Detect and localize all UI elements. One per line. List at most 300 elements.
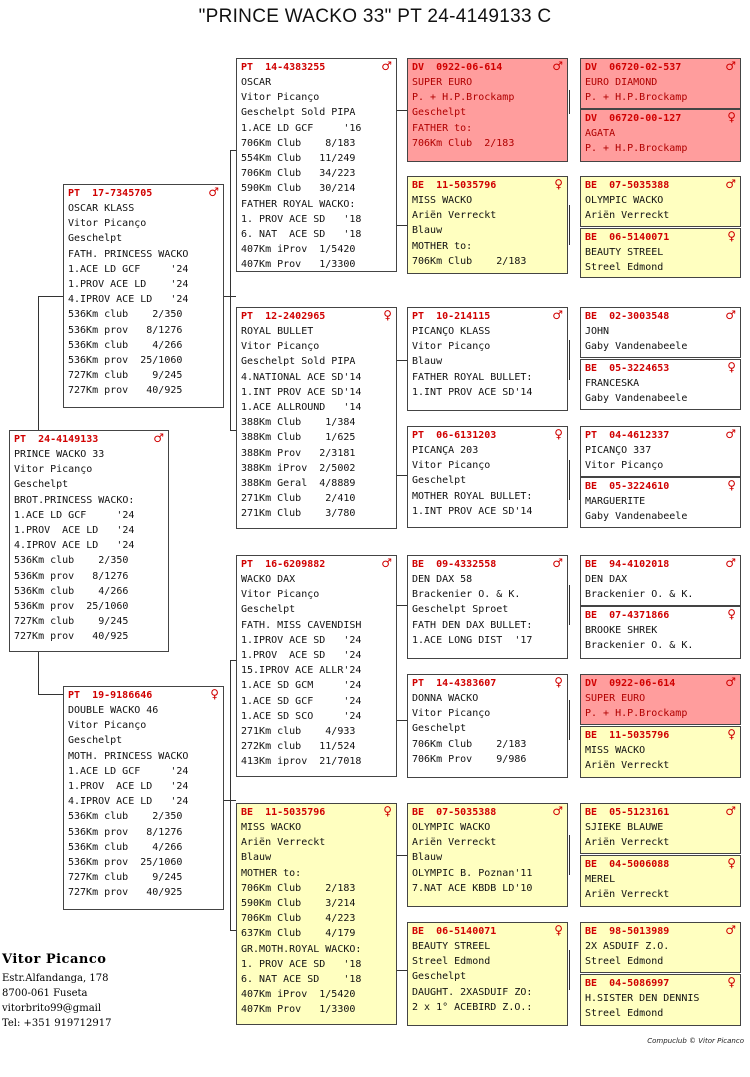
ring-number: PT 12-2402965	[241, 311, 326, 322]
pedigree-line: Vitor Picanço	[14, 464, 93, 476]
paternal-grandmother-card[interactable]	[236, 307, 397, 529]
sex-icon: ♀	[554, 923, 563, 937]
pedigree-line: 727Km prov 40/925	[68, 887, 183, 899]
owner-name: Vitor Picanco	[2, 952, 107, 967]
pedigree-line: MISS WACKO	[241, 822, 302, 833]
pedigree-line: 1.ACE SD GCM '24	[241, 680, 362, 692]
pedigree-line: 15.IPROV ACE ALLR'24	[241, 665, 362, 677]
ring-number: BE 05-3224610	[585, 481, 670, 492]
pedigree-line: JOHN	[585, 326, 610, 337]
ring-header	[412, 805, 563, 820]
pedigree-line: 1.ACE LD GCF '24	[14, 509, 135, 521]
great-grandparent-card[interactable]	[407, 803, 568, 907]
sex-icon: ♂	[725, 556, 736, 570]
pedigree-line: 4.IPROV ACE LD '24	[68, 796, 189, 808]
pedigree-line: 271Km club 4/933	[241, 725, 356, 737]
pedigree-line: MOTHER to:	[241, 867, 302, 879]
pedigree-line: Geschelpt	[68, 735, 123, 747]
connector	[569, 340, 570, 380]
ring-number: BE 07-4371866	[585, 610, 670, 621]
pedigree-line: 407Km Prov 1/3300	[241, 1004, 356, 1016]
ring-number: BE 04-5086997	[585, 978, 670, 989]
pedigree-line: Vitor Picanço	[241, 341, 320, 353]
great-grandparent-card[interactable]	[407, 307, 568, 411]
connector	[38, 694, 63, 695]
pedigree-line: BROT.PRINCESS WACKO:	[14, 494, 135, 506]
ring-number: BE 06-5140071	[585, 232, 670, 243]
gg-grandparent-card[interactable]	[580, 803, 741, 854]
pedigree-line: PRINCE WACKO 33	[14, 449, 105, 460]
ring-number: BE 07-5035388	[585, 180, 670, 191]
pedigree-line: 1.PROV ACE LD '24	[68, 780, 189, 792]
pedigree-line: 706Km Club 2/183	[412, 137, 515, 149]
pedigree-line: 271Km Club 2/410	[241, 493, 356, 505]
sex-icon: ♂	[552, 59, 563, 73]
sex-icon: ♂	[725, 177, 736, 191]
pedigree-line: 388Km Prov 2/3181	[241, 447, 356, 459]
ring-header	[412, 309, 563, 324]
ring-header	[412, 676, 563, 691]
ring-number: PT 14-4383607	[412, 678, 497, 689]
pedigree-line: 706Km Club 2/183	[412, 738, 527, 750]
gg-grandparent-card[interactable]	[580, 228, 741, 278]
gg-grandparent-card[interactable]	[580, 974, 741, 1026]
pedigree-line: 536Km club 2/350	[68, 811, 183, 823]
sex-icon: ♀	[554, 177, 563, 191]
gg-grandparent-card[interactable]	[580, 58, 741, 109]
ring-header	[585, 805, 736, 820]
pedigree-line: 727Km prov 40/925	[14, 631, 129, 643]
pedigree-line: AGATA	[585, 128, 616, 139]
ring-header	[412, 557, 563, 572]
paternal-grandfather-card[interactable]	[236, 58, 397, 272]
ring-header	[241, 309, 392, 324]
ring-header	[68, 186, 219, 201]
owner-email: vitorbrito99@gmail	[2, 1003, 102, 1014]
pedigree-line: 1.ACE SD GCF '24	[241, 695, 362, 707]
pedigree-line: 4.IPROV ACE LD '24	[14, 540, 135, 552]
gg-grandparent-card[interactable]	[580, 555, 741, 606]
pedigree-line: Geschelpt Sold PIPA	[241, 356, 356, 368]
ring-number: PT 19-9186646	[68, 690, 153, 701]
pedigree-line: 1. PROV ACE SD '18	[241, 958, 362, 970]
pedigree-line: Ariën Verreckt	[585, 889, 670, 901]
ring-header	[241, 60, 392, 75]
pedigree-line: Geschelpt	[241, 604, 296, 616]
ring-header	[585, 857, 736, 872]
great-grandparent-card[interactable]	[407, 674, 568, 778]
subject-pigeon-card[interactable]	[9, 430, 169, 652]
ring-number: PT 06-6131203	[412, 430, 497, 441]
pedigree-line: 536Km prov 25/1060	[68, 856, 183, 868]
ring-number: BE 11-5035796	[412, 180, 497, 191]
ring-number: PT 14-4383255	[241, 62, 326, 73]
pedigree-line: Vitor Picanço	[68, 720, 147, 732]
owner-phone: Tel: +351 919712917	[2, 1018, 112, 1029]
gg-grandparent-card[interactable]	[580, 606, 741, 659]
pedigree-line: Gaby Vandenabeele	[585, 341, 688, 353]
pedigree-line: FRANCESKA	[585, 378, 640, 389]
ring-number: BE 05-5123161	[585, 807, 670, 818]
pedigree-line: Geschelpt Sproet	[412, 604, 509, 616]
gg-grandparent-card[interactable]	[580, 477, 741, 528]
pedigree-line: Geschelpt	[412, 723, 467, 735]
connector	[569, 700, 570, 740]
pedigree-line: DAUGHT. 2XASDUIF ZO:	[412, 986, 533, 998]
ring-header	[412, 60, 563, 75]
pedigree-line: MARGUERITE	[585, 496, 646, 507]
pedigree-line: MOTHER to:	[412, 240, 473, 252]
ring-header	[14, 432, 164, 447]
ring-header	[412, 428, 563, 443]
sex-icon: ♀	[383, 804, 392, 818]
great-grandparent-card[interactable]	[407, 176, 568, 274]
pedigree-line: 407Km iProv 1/5420	[241, 244, 356, 256]
ring-header	[585, 309, 736, 324]
ring-number: BE 05-3224653	[585, 363, 670, 374]
great-grandparent-card[interactable]	[407, 58, 568, 162]
pedigree-line: ROYAL BULLET	[241, 326, 314, 337]
sex-icon: ♀	[727, 856, 736, 870]
pedigree-line: 1.ACE LD GCF '16	[241, 122, 362, 134]
pedigree-line: 1.PROV ACE SD '24	[241, 649, 362, 661]
pedigree-line: Brackenier O. & K.	[585, 589, 694, 601]
pedigree-line: Blauw	[412, 852, 443, 864]
ring-header	[585, 60, 736, 75]
pedigree-line: P. + H.P.Brockamp	[585, 143, 688, 155]
connector	[38, 296, 39, 432]
pedigree-line: Gaby Vandenabeele	[585, 393, 688, 405]
ring-number: BE 07-5035388	[412, 807, 497, 818]
great-grandparent-card[interactable]	[407, 555, 568, 659]
pedigree-line: FATH. PRINCESS WACKO	[68, 248, 189, 260]
ring-number: BE 04-5006088	[585, 859, 670, 870]
pedigree-line: MEREL	[585, 874, 616, 885]
pedigree-line: 388Km Club 1/384	[241, 417, 356, 429]
ring-number: PT 10-214115	[412, 311, 491, 322]
sex-icon: ♂	[725, 923, 736, 937]
pedigree-line: Brackenier O. & K.	[412, 589, 521, 601]
pedigree-line: SUPER EURO	[412, 77, 473, 88]
ring-header	[412, 178, 563, 193]
sex-icon: ♂	[381, 59, 392, 73]
pedigree-line: 536Km prov 25/1060	[14, 600, 129, 612]
pedigree-line: 536Km club 4/266	[68, 339, 183, 351]
ring-header	[585, 111, 736, 126]
sex-icon: ♂	[725, 804, 736, 818]
pedigree-line: FATHER ROYAL BULLET:	[412, 371, 533, 383]
pedigree-line: P. + H.P.Brockamp	[585, 92, 688, 104]
connector	[397, 225, 407, 226]
pedigree-line: 271Km Club 3/780	[241, 508, 356, 520]
connector	[38, 652, 39, 694]
connector	[230, 660, 231, 930]
pedigree-line: Vitor Picanço	[412, 708, 491, 720]
ring-header	[585, 728, 736, 743]
pedigree-line: 727Km prov 40/925	[68, 385, 183, 397]
pedigree-line: Ariën Verreckt	[585, 760, 670, 772]
pedigree-line: 7.NAT ACE KBDB LD'10	[412, 882, 533, 894]
pedigree-line: 1. PROV ACE SD '18	[241, 213, 362, 225]
ring-header	[241, 805, 392, 820]
ring-number: PT 04-4612337	[585, 430, 670, 441]
pedigree-line: 536Km prov 25/1060	[68, 354, 183, 366]
pedigree-line: 1.PROV ACE LD '24	[14, 524, 135, 536]
ring-header	[585, 428, 736, 443]
pedigree-line: 1.PROV ACE LD '24	[68, 278, 189, 290]
pedigree-line: 2 x 1° ACEBIRD Z.O.:	[412, 1001, 533, 1013]
ring-header	[585, 608, 736, 623]
gg-grandparent-card[interactable]	[580, 922, 741, 973]
pedigree-line: 536Km club 2/350	[68, 309, 183, 321]
gg-grandparent-card[interactable]	[580, 109, 741, 162]
pedigree-line: 388Km Geral 4/8889	[241, 477, 356, 489]
pedigree-line: Blauw	[412, 356, 443, 368]
pedigree-line: P. + H.P.Brockamp	[585, 708, 688, 720]
connector	[230, 150, 231, 430]
pedigree-line: Blauw	[412, 225, 443, 237]
owner-address: Estr.Alfandanga, 178	[2, 973, 109, 984]
pedigree-line: WACKO DAX	[241, 574, 296, 585]
pedigree-line: FATHER ROYAL WACKO:	[241, 198, 356, 210]
pedigree-line: 388Km Club 1/625	[241, 432, 356, 444]
father-card[interactable]	[63, 184, 224, 408]
connector	[569, 460, 570, 500]
pedigree-line: PICANÇO 337	[585, 445, 652, 456]
sex-icon: ♂	[552, 308, 563, 322]
pedigree-line: Vitor Picanço	[68, 218, 147, 230]
maternal-grandfather-card[interactable]	[236, 555, 397, 777]
pedigree-line: OSCAR	[241, 77, 272, 88]
pedigree-line: 727Km club 9/245	[68, 370, 183, 382]
sex-icon: ♂	[153, 431, 164, 445]
pedigree-line: 1.INT PROV ACE SD'14	[412, 505, 533, 517]
pedigree-line: 407Km Prov 1/3300	[241, 259, 356, 271]
pedigree-line: EURO DIAMOND	[585, 77, 658, 88]
ring-number: DV 06720-00-127	[585, 113, 682, 124]
sex-icon: ♀	[727, 229, 736, 243]
pedigree-line: SJIEKE BLAUWE	[585, 822, 664, 833]
ring-number: BE 11-5035796	[241, 807, 326, 818]
ring-number: DV 0922-06-614	[585, 678, 676, 689]
ring-number: PT 17-7345705	[68, 188, 153, 199]
sex-icon: ♀	[554, 675, 563, 689]
ring-header	[585, 230, 736, 245]
pedigree-line: 1.ACE ALLROUND '14	[241, 401, 362, 413]
sex-icon: ♂	[208, 185, 219, 199]
pedigree-line: 6. NAT ACE SD '18	[241, 973, 362, 985]
gg-grandparent-card[interactable]	[580, 674, 741, 725]
pedigree-line: 1.ACE LD GCF '24	[68, 765, 189, 777]
pedigree-line: Vitor Picanço	[241, 589, 320, 601]
connector	[397, 605, 407, 606]
mother-card[interactable]	[63, 686, 224, 910]
sex-icon: ♂	[725, 427, 736, 441]
pedigree-line: 554Km Club 11/249	[241, 152, 356, 164]
pedigree-line: Ariën Verreckt	[585, 210, 670, 222]
pedigree-line: BEAUTY STREEL	[585, 247, 664, 258]
pedigree-line: MISS WACKO	[585, 745, 646, 756]
pedigree-line: 706Km Club 2/183	[412, 255, 527, 267]
pedigree-line: MISS WACKO	[412, 195, 473, 206]
pedigree-line: FATHER to:	[412, 122, 473, 134]
connector	[569, 835, 570, 875]
sex-icon: ♂	[725, 308, 736, 322]
ring-header	[68, 688, 219, 703]
pedigree-line: 706Km Club 4/223	[241, 913, 356, 925]
pedigree-line: 706Km Club 8/183	[241, 137, 356, 149]
pedigree-line: 272Km club 11/524	[241, 741, 356, 753]
pedigree-line: 706Km Club 2/183	[241, 882, 356, 894]
owner-postal: 8700-061 Fuseta	[2, 988, 88, 999]
pedigree-line: Ariën Verreckt	[412, 837, 497, 849]
pedigree-line: Blauw	[241, 852, 272, 864]
maternal-grandmother-card[interactable]	[236, 803, 397, 1025]
pedigree-line: OSCAR KLASS	[68, 203, 135, 214]
pedigree-line: Geschelpt	[68, 233, 123, 245]
connector	[397, 360, 407, 361]
pedigree-line: 388Km iProv 2/5002	[241, 462, 356, 474]
sex-icon: ♀	[727, 727, 736, 741]
pedigree-line: Brackenier O. & K.	[585, 640, 694, 652]
pedigree-line: Geschelpt	[412, 475, 467, 487]
pedigree-line: 4.NATIONAL ACE SD'14	[241, 371, 362, 383]
gg-grandparent-card[interactable]	[580, 307, 741, 358]
connector	[38, 296, 63, 297]
sex-icon: ♂	[725, 675, 736, 689]
pedigree-line: 536Km club 2/350	[14, 555, 129, 567]
sex-icon: ♀	[727, 975, 736, 989]
sex-icon: ♀	[554, 427, 563, 441]
gg-grandparent-card[interactable]	[580, 426, 741, 477]
pedigree-line: Ariën Verreckt	[412, 210, 497, 222]
connector	[397, 720, 407, 721]
connector	[397, 110, 407, 111]
pedigree-line: FATH DEN DAX BULLET:	[412, 619, 533, 631]
pedigree-line: PICANÇO KLASS	[412, 326, 491, 337]
gg-grandparent-card[interactable]	[580, 359, 741, 410]
pedigree-line: OLYMPIC WACKO	[585, 195, 664, 206]
pedigree-line: Vitor Picanço	[241, 92, 320, 104]
connector	[397, 855, 407, 856]
pedigree-line: 1.INT PROV ACE SD'14	[412, 386, 533, 398]
pedigree-line: 4.IPROV ACE LD '24	[68, 294, 189, 306]
ring-number: DV 0922-06-614	[412, 62, 503, 73]
pedigree-line: 1.ACE LONG DIST '17	[412, 634, 533, 646]
pedigree-line: OLYMPIC WACKO	[412, 822, 491, 833]
pedigree-line: 1.ACE SD SCO '24	[241, 710, 362, 722]
pedigree-line: Streel Edmond	[585, 1008, 664, 1020]
ring-header	[241, 557, 392, 572]
pedigree-line: 536Km club 4/266	[68, 841, 183, 853]
pedigree-line: 706Km Club 34/223	[241, 168, 356, 180]
gg-grandparent-card[interactable]	[580, 726, 741, 778]
pedigree-line: Streel Edmond	[585, 262, 664, 274]
sex-icon: ♂	[381, 556, 392, 570]
ring-header	[585, 924, 736, 939]
sex-icon: ♀	[383, 308, 392, 322]
pedigree-line: 536Km prov 8/1276	[14, 570, 129, 582]
ring-header	[585, 557, 736, 572]
pedigree-line: SUPER EURO	[585, 693, 646, 704]
ring-number: BE 09-4332558	[412, 559, 497, 570]
sex-icon: ♀	[727, 360, 736, 374]
pedigree-line: Streel Edmond	[412, 956, 491, 968]
pedigree-title: "PRINCE WACKO 33" PT 24-4149133 C	[198, 6, 552, 27]
great-grandparent-card[interactable]	[407, 922, 568, 1026]
ring-header	[585, 178, 736, 193]
connector	[569, 585, 570, 625]
pedigree-line: 413Km iprov 21/7018	[241, 756, 362, 768]
pedigree-line: 536Km club 4/266	[14, 585, 129, 597]
pedigree-line: DONNA WACKO	[412, 693, 479, 704]
pedigree-line: 727Km club 9/245	[68, 872, 183, 884]
pedigree-line: 1.INT PROV ACE SD'14	[241, 386, 362, 398]
ring-number: PT 24-4149133	[14, 434, 99, 445]
pedigree-line: BROOKE SHREK	[585, 625, 658, 636]
pedigree-line: BEAUTY STREEL	[412, 941, 491, 952]
sex-icon: ♀	[210, 687, 219, 701]
pedigree-line: 727Km club 9/245	[14, 616, 129, 628]
ring-header	[412, 924, 563, 939]
ring-number: BE 94-4102018	[585, 559, 670, 570]
owner-block	[2, 952, 111, 1031]
ring-number: BE 11-5035796	[585, 730, 670, 741]
pedigree-line: 2X ASDUIF Z.O.	[585, 941, 670, 952]
great-grandparent-card[interactable]	[407, 426, 568, 528]
sex-icon: ♂	[552, 804, 563, 818]
pedigree-line: OLYMPIC B. Poznan'11	[412, 867, 533, 879]
ring-number: BE 02-3003548	[585, 311, 670, 322]
ring-header	[585, 976, 736, 991]
ring-number: BE 98-5013989	[585, 926, 670, 937]
pedigree-line: Vitor Picanço	[412, 460, 491, 472]
pedigree-line: 6. NAT ACE SD '18	[241, 228, 362, 240]
gg-grandparent-card[interactable]	[580, 855, 741, 907]
ring-number: PT 16-6209882	[241, 559, 326, 570]
pedigree-line: Geschelpt	[412, 107, 467, 119]
pedigree-line: MOTHER ROYAL BULLET:	[412, 490, 533, 502]
pedigree-line: 706Km Prov 9/986	[412, 753, 527, 765]
connector	[397, 970, 407, 971]
ring-header	[585, 676, 736, 691]
pedigree-line: MOTH. PRINCESS WACKO	[68, 750, 189, 762]
pedigree-line: Gaby Vandenabeele	[585, 511, 688, 523]
pedigree-line: Geschelpt Sold PIPA	[241, 107, 356, 119]
sex-icon: ♂	[725, 59, 736, 73]
ring-header	[585, 479, 736, 494]
pedigree-line: 536Km prov 8/1276	[68, 826, 183, 838]
sex-icon: ♂	[552, 556, 563, 570]
pedigree-line: Vitor Picanço	[412, 341, 491, 353]
pedigree-line: DEN DAX	[585, 574, 628, 585]
sex-icon: ♀	[727, 607, 736, 621]
pedigree-line: Ariën Verreckt	[241, 837, 326, 849]
pedigree-line: Vitor Picanço	[585, 460, 664, 472]
pedigree-line: 637Km Club 4/179	[241, 928, 356, 940]
pedigree-line: FATH. MISS CAVENDISH	[241, 619, 362, 631]
pedigree-line: 1.IPROV ACE SD '24	[241, 634, 362, 646]
ring-number: BE 06-5140071	[412, 926, 497, 937]
ring-header	[585, 361, 736, 376]
pedigree-line: DEN DAX 58	[412, 574, 473, 585]
connector	[569, 205, 570, 245]
pedigree-line: Geschelpt	[412, 971, 467, 983]
gg-grandparent-card[interactable]	[580, 176, 741, 227]
ring-number: DV 06720-02-537	[585, 62, 682, 73]
connector	[397, 475, 407, 476]
pedigree-line: Geschelpt	[14, 479, 69, 491]
